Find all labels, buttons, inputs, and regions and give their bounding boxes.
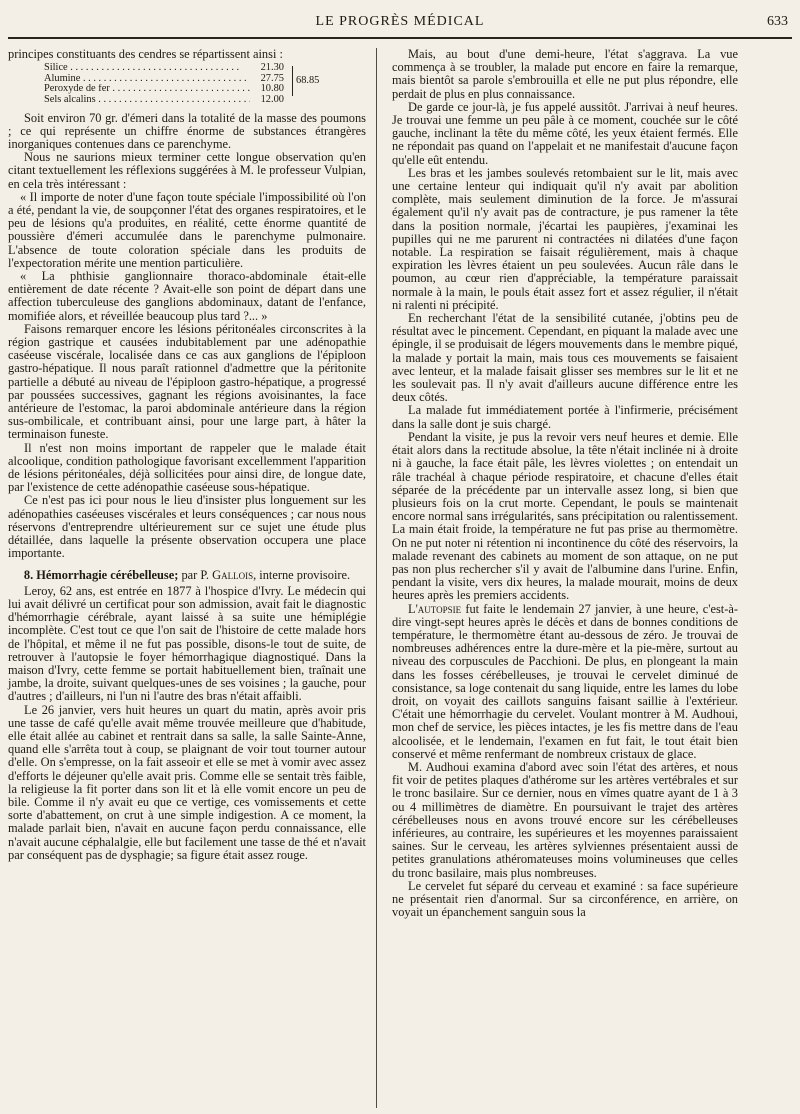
left-column — [8, 48, 366, 862]
header-rule — [8, 37, 792, 39]
table-row — [44, 74, 284, 85]
table-cell-value: 12.00 — [260, 93, 284, 105]
section-author-role: , interne provisoire. — [253, 568, 351, 583]
paragraph: Soit environ 70 gr. d'émeri dans la totalité de la masse des poumons ; ce qui représente un chiffre énorme de substances étrangères inorganiques contenues dans ce parenchyme. — [8, 110, 366, 151]
running-title: LE PROGRÈS MÉDICAL — [315, 14, 485, 29]
quote-paragraph: « Il importe de noter d'une façon toute spéciale l'impossibilité où l'on a été, pendant la vie, de soupçonner l'état des organes respiratoires, et le peu de lésions qu'a produites, en réalité, cette énorme quantité de poussière d'émeri accumulée dans le parenchyme pulmonaire. L'absence de toute coloration spéciale dans les produits de l'expectoration mérite une mention particulière. — [8, 189, 366, 270]
table-cell-name: Sels alcalins . . . — [44, 95, 250, 106]
paragraph: Mais, au bout d'une demi-heure, l'état s'aggrava. La vue commença à se troubler, la malade put encore en faire la remarque, mais bientôt sa parole s'embrouilla et elle ne put plus répondre, elle perdait de plus en plus connaissance. — [392, 47, 738, 101]
ash-composition-table — [44, 63, 366, 105]
right-column — [392, 48, 738, 919]
section-heading — [8, 569, 366, 582]
paragraph: Ce n'est pas ici pour nous le lieu d'insister plus longuement sur les adénopathies caséeuses viscérales et leurs conséquences ; car nous nous réservons d'entreprendre ultérieurement sur ce sujet une étude plus détaillée, dans laquelle la présente observation occupera une place importante. — [8, 493, 366, 561]
column-divider — [376, 48, 377, 1108]
paragraph: Pendant la visite, je pus la revoir vers neuf heures et demie. Elle était alors dans la rectitude absolue, la tête n'était inclinée ni à droite ni à gauche, la face était pâle, les lèvres violettes ; on entendait un râle trachéal à chaque période respiratoire, et chacune d'elles était séparée de la précédente par un intervalle assez long, si bien que plusieurs fois on la crut morte. Cependant, le pouls se maintenait encore normal sans irrégularités, sans précipitation ou ralentissement. La main était froide, la température ne fut pas prise au thermomètre. On ne put noter ni rétention ni incontinence du côté des réservoirs, la malade revenant des cabinets au moment de son attaque, on ne put pas non plus rechercher s'il y avait de l'albumine dans l'urine. Enfin, pendant la visite, vers dix heures, la malade mourait, moins de deux heures après les premiers accidents. — [392, 429, 738, 603]
table-cell-value: 27.75 — [260, 72, 284, 84]
paragraph: Le cervelet fut séparé du cerveau et examiné : sa face supérieure ne présentait rien d'anormal. Sur sa circonférence, en arrière, on voyait un épanchement sanguin sous la — [392, 878, 738, 920]
section-author: Gallois — [212, 568, 254, 583]
table-cell-name: Silice . . . — [44, 63, 250, 74]
table-row — [44, 95, 284, 106]
table-cell-name: Alumine . . . — [44, 74, 250, 85]
table-cell-value: 10.80 — [260, 83, 284, 95]
page-header — [0, 14, 800, 38]
section-title: 8. Hémorrhagie cérébelleuse; — [23, 568, 179, 583]
paragraph — [392, 603, 738, 761]
quotation — [8, 191, 366, 323]
table-cell-name: Peroxyde de fer . . . — [44, 84, 250, 95]
paragraph: Il n'est non moins important de rappeler que le malade était alcoolique, condition pathologique favorisant excellemment l'apparition de lésions péritonéales, déjà sollicitées pour ainsi dire, de longue date, par l'existence de cette adénopathie caséeuse sous-hépatique. — [8, 440, 366, 495]
autopsy-lead: L'autopsie — [408, 601, 462, 616]
table-row — [44, 63, 284, 74]
paragraph-text: fut faite le lendemain 27 janvier, à une heure, c'est-à-dire vingt-sept heures après le décès et dans de bonnes conditions de température, le thermomètre étant au-dessous de zéro. Je trouvai de nombreuses adhérences entre la dure-mère et la pie-mère, surtout au niveau des corpuscules de Pacchioni. De plus, en plongeant la main dans les fosses cérébelleuses, je trouvai le cervelet diminué de consistance, sa loge contenait du sang liquide, entre les lames du lobe droit, on voyait des caillots sanguins faisant saillie à l'extérieur. C'était une hémorrhagie du cervelet. Voulant montrer à M. Audhoui, mon chef de service, les pièces intactes, je les fis mettre dans de l'eau alcoolisée, et le lendemain, l'examen en fut fait, le tout était bien conservé et même renfermant de nombreux cristaux de glace. — [392, 601, 738, 761]
paragraph: Le 26 janvier, vers huit heures un quart du matin, après avoir pris une tasse de café qu'elle avait même trouvée meilleure que d'habitude, elle était allée au cabinet et rentrait dans sa salle, la salle Sainte-Anne, quand elle s'arrêta tout à coup, se plaignant de voir tout tourner autour d'elle. On s'empresse, on la fait asseoir et elle se met à vomir avec assez d'efforts le déjeuner qu'elle avait pris. Comme elle se sentait très faible, la religieuse la fit porter dans son lit et là elle vomit encore un peu de bile. Comme il n'y avait eu que ce vertige, ces vomissements et cette sorte d'abattement, on crut à une simple indigestion. A ce moment, la malade parlait bien, n'avait en aucune façon perdu connaissance, elle n'avait aucune céphalalgie, elle but facilement une tasse de thé et n'avait par conséquent pas de dysphagie; sa figure était assez rouge. — [8, 702, 366, 862]
ash-total: 68.85 — [292, 66, 319, 96]
table-row — [44, 84, 284, 95]
paragraph: Faisons remarquer encore les lésions péritonéales circonscrites à la région gastrique et causées indubitablement par une adénopathie caséeuse viscérale, localisée dans ce cas aux ganglions de l'épiploon gastro-hépatique. Il nous paraît rationnel d'admettre que la péritonite partielle a débuté au niveau de l'épiploon gastro-hépatique, a progressé par poussées successives, gagnant les régions avoisinantes, la face antérieure de l'estomac, la paroi abdominale antérieure dans la région sus-ombilicale, et contribuant ainsi, pour une large part, à hâter la terminaison funeste. — [8, 321, 366, 442]
section-by: par P. — [181, 568, 210, 583]
quote-paragraph: « La phthisie ganglionnaire thoraco-abdominale était-elle entièrement de date récente ? Avait-elle son point de départ dans une affection tuberculeuse des ganglions abdominaux, datant de l'enfance, momifiée alors, et réveillée beaucoup plus tard ?... » — [8, 269, 366, 323]
paragraph: De garde ce jour-là, je fus appelé aussitôt. J'arrivai à neuf heures. Je trouvai une femme un peu pâle à ce moment, couchée sur le côté gauche, inclinant la tête du même côté, les yeux étaient fermés. Elle ne répondait pas quand on l'appelait et ne manifestait d'aucune façon qu'elle eût entendu. — [392, 99, 738, 167]
paragraph: La malade fut immédiatement portée à l'infirmerie, précisément dans la salle dont je suis chargé. — [392, 403, 738, 431]
page-number: 633 — [767, 14, 788, 29]
paragraph: Les bras et les jambes soulevés retombaient sur le lit, mais avec une certaine lenteur qui indiquait qu'il n'y avait par abolition complète, mais seulement diminution de la force. Je m'assurai également qu'il n'y avait pas de contracture, je pus ramener la tête dans la position normale, j'écartai les paupières, j'examinai les pupilles qui ne me parurent ni contractées ni dilatées d'une façon notable. La respiration se faisait régulièrement, mais à chaque expiration les lèvres étaient un peu soulevées. Aucun râle dans le poumon, au cœur rien d'appréciable, la température paraissait normale à la main, le pouls était assez fort et assez régulier, il n'était ni ralenti ni précipité. — [392, 165, 738, 312]
table-cell-value: 21.30 — [260, 62, 284, 74]
paragraph: Leroy, 62 ans, est entrée en 1877 à l'hospice d'Ivry. Le médecin qui lui avait délivré un certificat pour son admission, avait fait le diagnostic d'hémorrhagie cérébrale, ayant laissé à sa suite une hémiplégie incomplète. C'est tout ce que l'on sait de l'histoire de cette malade hors de l'hôpital, et même il ne fut pas possible, disons-le tout de suite, de retrouver à l'autopsie le foyer hémorrhagique diagnostiqué. Dans la maison d'Ivry, cette femme se portait habituellement bien, traînait une jambe, la droite, suivant quelques-unes de ses voisines ; la gauche, pour d'autres ; d'ailleurs, ni l'un ni l'autre des bras n'était affaibli. — [8, 583, 366, 704]
paragraph: Nous ne saurions mieux terminer cette longue observation qu'en citant textuellement les réflexions suggérées à M. le professeur Vulpian, en cela très intéressant : — [8, 150, 366, 191]
paragraph: principes constituants des cendres se répartissent ainsi : — [8, 47, 283, 61]
paragraph: M. Audhoui examina d'abord avec soin l'état des artères, et nous fit voir de petites plaques d'athérome sur les artères vertébrales et sur le tronc basilaire. Sur ce dernier, nous en vîmes quatre ayant de 1 à 3 ou 4 millimètres de diamètre. En poursuivant le trajet des artères cérébelleuses nous en avons trouvé encore sur les cérébelleuses inférieures, au contraire, les supérieures et les moyennes paraissaient saines. Sur le cerveau, les artères sylviennes présentaient aussi de petites granulations athéromateuses moins volumineuses que celles du tronc basilaire, mais plus nombreuses. — [392, 759, 738, 880]
paragraph: En recherchant l'état de la sensibilité cutanée, j'obtins peu de résultat avec le pincement. Cependant, en piquant la malade avec une épingle, il se produisait de légers mouvements dans le membre piqué, la malade y portait la main, mais tous ces mouvements se faisaient avec lenteur, et la malade faisait glisser ses membres sur le lit et ne les soulevait pas. Il n'y avait d'ailleurs aucune différence entre les deux côtés. — [392, 311, 738, 405]
